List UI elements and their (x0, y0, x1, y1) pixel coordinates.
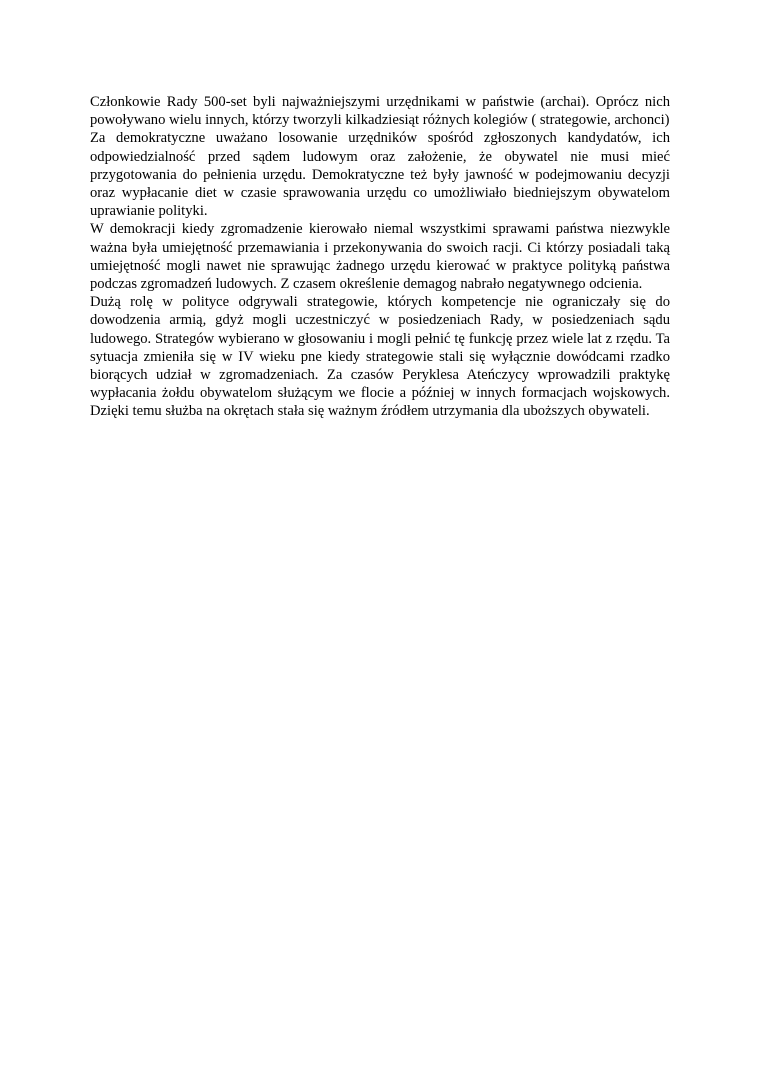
paragraph-1: Członkowie Rady 500-set byli najważniejszymi urzędnikami w państwie (archai). Oprócz nich powoływano wielu innych, którzy tworzyli kilkadziesiąt różnych kolegiów ( strategowie, archonci) (90, 94, 670, 129)
document-body (90, 93, 670, 421)
paragraph-2: Za demokratyczne uważano losowanie urzędników spośród zgłoszonych kandydatów, ich odpowiedzialność przed sądem ludowym oraz założenie, że obywatel nie musi mieć przygotowania do pełnienia urzędu. Demokratyczne też były jawność w podejmowaniu decyzji oraz wypłacanie diet w czasie sprawowania urzędu co umożliwiało biedniejszym obywatelom uprawianie polityki. (90, 130, 670, 220)
paragraph-4: Dużą rolę w polityce odgrywali strategowie, których kompetencje nie ograniczały się do dowodzenia armią, gdyż mogli uczestniczyć w posiedzeniach Rady, w posiedzeniach sądu ludowego. Strategów wybierano w głosowaniu i mogli pełnić tę funkcję przez wiele lat z rzędu. Ta sytuacja zmieniła się w IV wieku pne kiedy strategowie stali się wyłącznie dowódcami rzadko biorących udział w zgromadzeniach. Za czasów Peryklesa Ateńczycy wprowadzili praktykę wypłacania żołdu obywatelom służącym we flocie a później w innych formacjach wojskowych. Dzięki temu służba na okrętach stała się ważnym źródłem utrzymania dla uboższych obywateli. (90, 294, 670, 420)
paragraph-3: W demokracji kiedy zgromadzenie kierowało niemal wszystkimi sprawami państwa niezwykle ważna była umiejętność przemawiania i przekonywania do swoich racji. Ci którzy posiadali taką umiejętność mogli nawet nie sprawując żadnego urzędu kierować w praktyce polityką państwa podczas zgromadzeń ludowych. Z czasem określenie demagog nabrało negatywnego odcienia. (90, 221, 670, 293)
